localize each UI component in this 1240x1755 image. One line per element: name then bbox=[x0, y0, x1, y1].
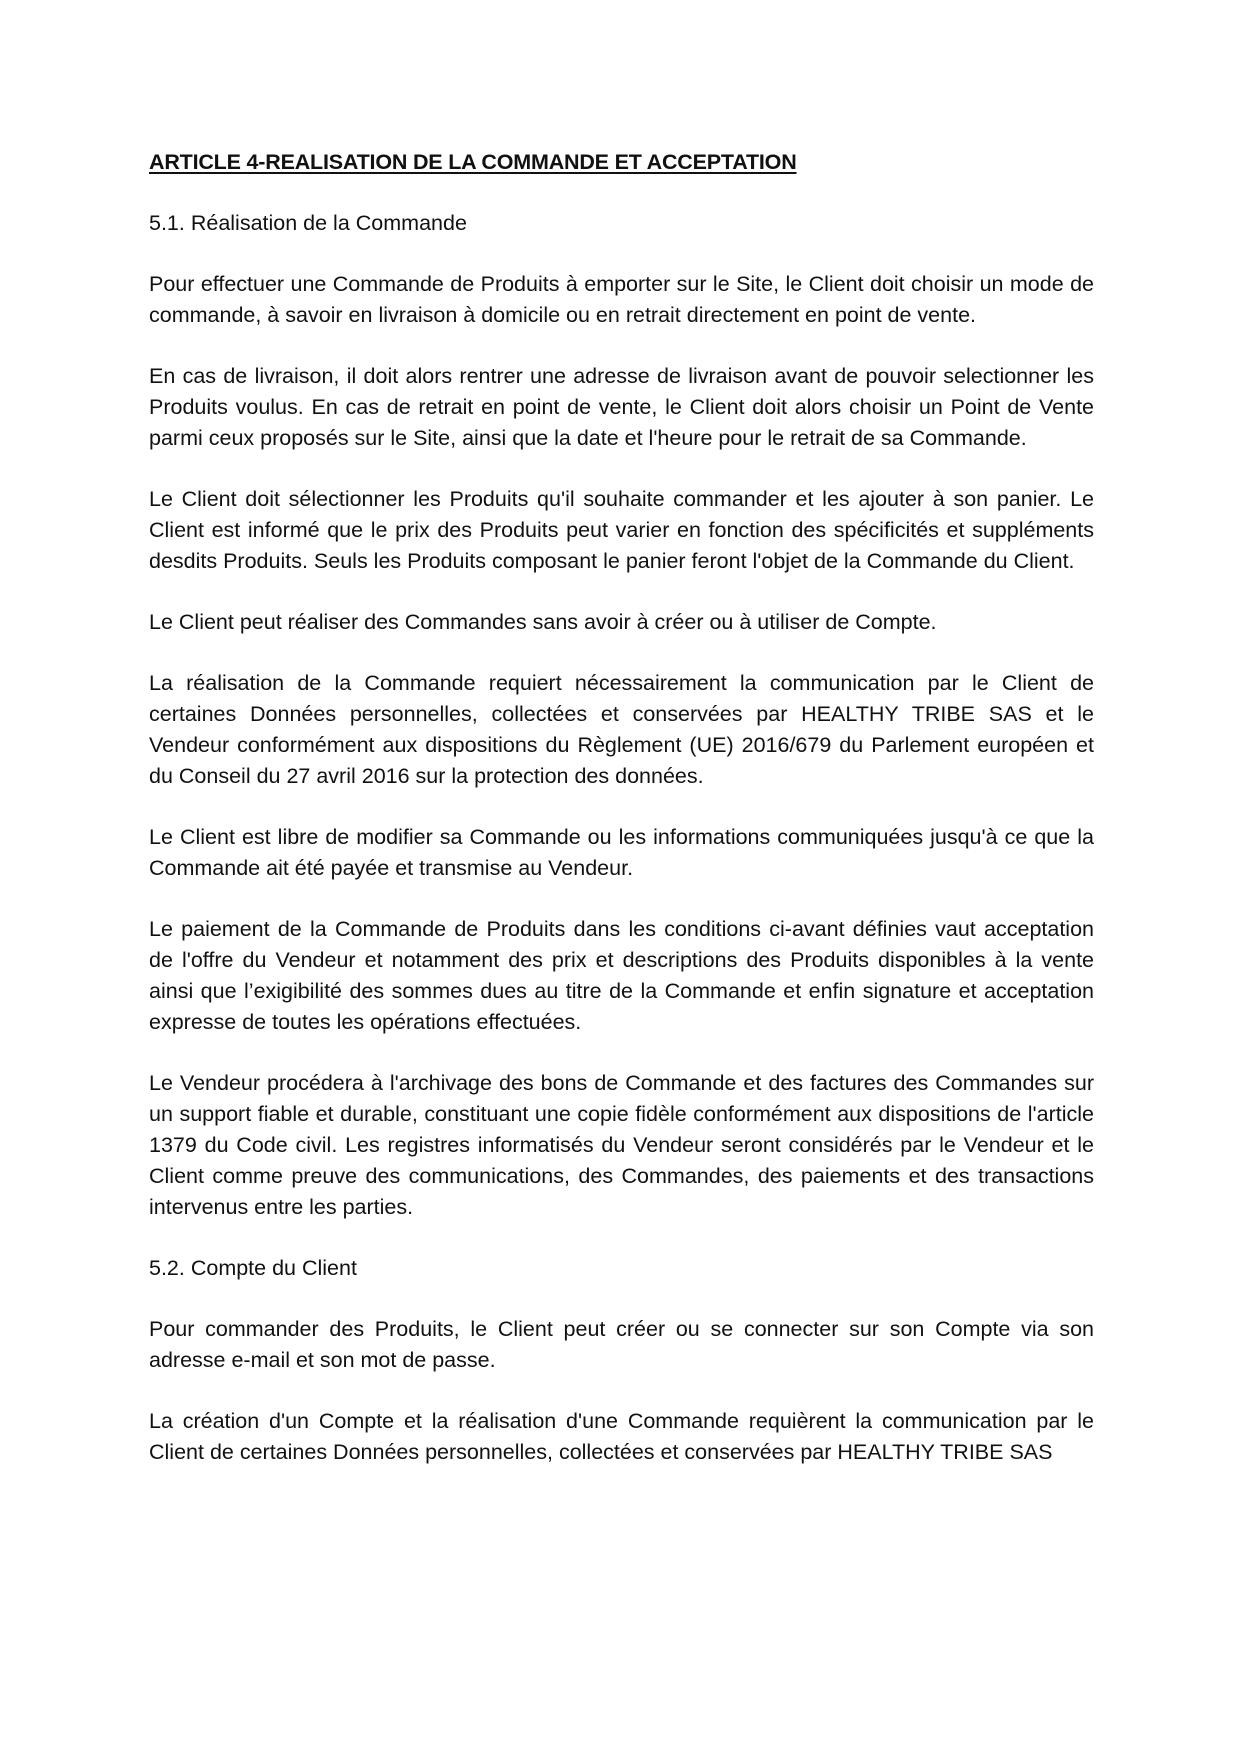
paragraph-personal-data: La réalisation de la Commande requiert nécessairement la communication par le Client de certaines Données personnelles, collectées et conservées par HEALTHY TRIBE SAS et le Vendeur conformément aux dispositions du Règlement (UE) 2016/679 du Parlement européen et du Conseil du 27 avril 2016 sur la protection des données. bbox=[149, 671, 1094, 788]
paragraph-order-mode: Pour effectuer une Commande de Produits à emporter sur le Site, le Client doit choisir un mode de commande, à savoir en livraison à domicile ou en retrait directement en point de vente. bbox=[149, 272, 1094, 327]
paragraph-guest-order: Le Client peut réaliser des Commandes sans avoir à créer ou à utiliser de Compte. bbox=[149, 610, 937, 634]
paragraph-archiving: Le Vendeur procédera à l'archivage des bons de Commande et des factures des Commandes sur un support fiable et durable, constituant une copie fidèle conformément aux dispositions de l'article 1379 du Code civil. Les registres informatisés du Vendeur seront considérés par le Vendeur et le Client comme preuve des communications, des Commandes, des paiements et des transactions intervenus entre les parties. bbox=[149, 1071, 1094, 1219]
section-5-1-heading: 5.1. Réalisation de la Commande bbox=[149, 211, 467, 235]
paragraph-payment-acceptance: Le paiement de la Commande de Produits dans les conditions ci-avant définies vaut acceptation de l'offre du Vendeur et notamment des prix et descriptions des Produits disponibles à la vente ainsi que l’exigibilité des sommes dues au titre de la Commande et enfin signature et acceptation expresse de toutes les opérations effectuées. bbox=[149, 917, 1094, 1034]
paragraph-account-login: Pour commander des Produits, le Client peut créer ou se connecter sur son Compte via son adresse e-mail et son mot de passe. bbox=[149, 1317, 1094, 1372]
section-5-2-heading: 5.2. Compte du Client bbox=[149, 1256, 357, 1280]
document-page bbox=[149, 147, 1094, 1498]
paragraph-modify-order: Le Client est libre de modifier sa Commande ou les informations communiquées jusqu'à ce que la Commande ait été payée et transmise au Vendeur. bbox=[149, 825, 1094, 880]
paragraph-delivery-pickup: En cas de livraison, il doit alors rentrer une adresse de livraison avant de pouvoir selectionner les Produits voulus. En cas de retrait en point de vente, le Client doit alors choisir un Point de Vente parmi ceux proposés sur le Site, ainsi que la date et l'heure pour le retrait de sa Commande. bbox=[149, 364, 1094, 450]
article-title: ARTICLE 4-REALISATION DE LA COMMANDE ET ACCEPTATION bbox=[149, 150, 797, 174]
paragraph-select-products: Le Client doit sélectionner les Produits qu'il souhaite commander et les ajouter à son panier. Le Client est informé que le prix des Produits peut varier en fonction des spécificités et suppléments desdits Produits. Seuls les Produits composant le panier feront l'objet de la Commande du Client. bbox=[149, 487, 1094, 573]
paragraph-account-data: La création d'un Compte et la réalisation d'une Commande requièrent la communication par le Client de certaines Données personnelles, collectées et conservées par HEALTHY TRIBE SAS bbox=[149, 1409, 1094, 1464]
